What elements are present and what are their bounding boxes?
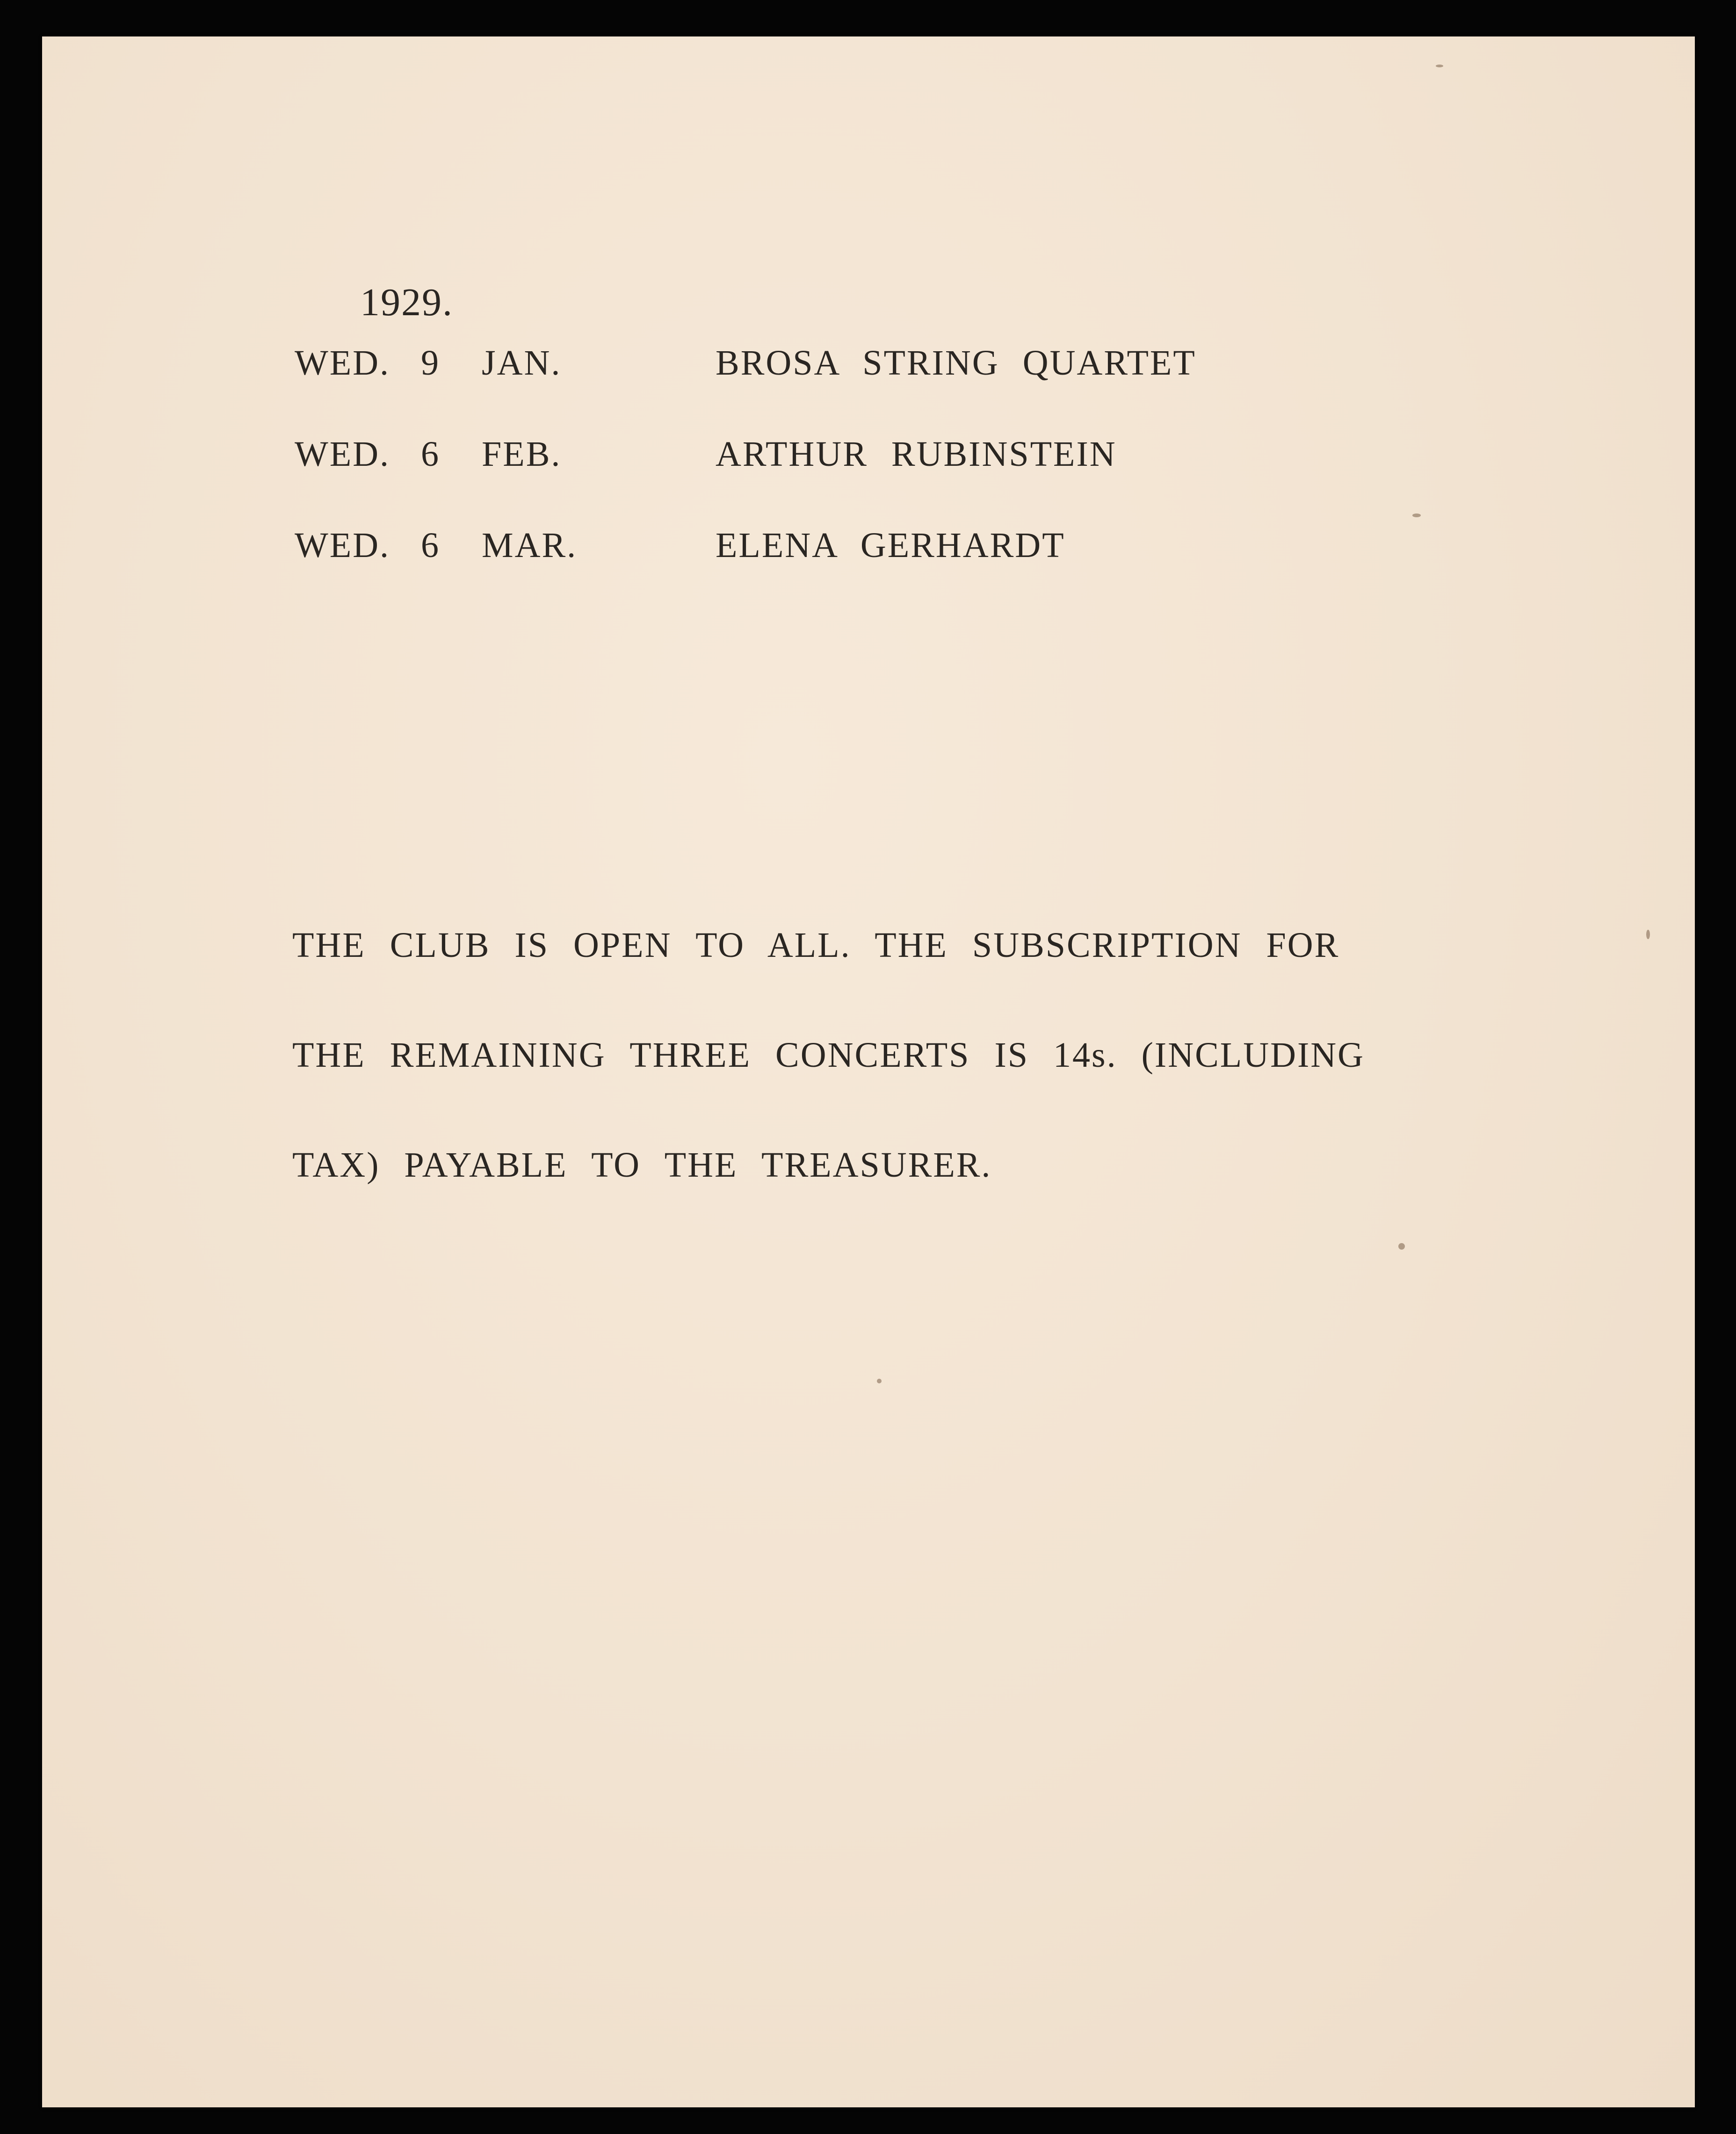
event-performer: ARTHUR RUBINSTEIN <box>716 434 1117 474</box>
event-day: WED. <box>295 434 391 474</box>
event-month: FEB. <box>482 434 562 474</box>
event-date: 6 <box>421 526 440 565</box>
event-month: MAR. <box>482 526 578 565</box>
event-date: 6 <box>421 434 440 474</box>
paper-speck <box>1412 514 1421 517</box>
program-page <box>42 36 1695 2107</box>
event-performer: BROSA STRING QUARTET <box>716 343 1196 383</box>
event-day: WED. <box>295 343 391 383</box>
season-year: 1929. <box>360 281 453 324</box>
paper-speck <box>1398 1243 1405 1250</box>
event-day: WED. <box>295 526 391 565</box>
event-month: JAN. <box>482 343 562 383</box>
paper-speck <box>1436 65 1443 67</box>
event-date: 9 <box>421 343 440 383</box>
notice-line: THE CLUB IS OPEN TO ALL. THE SUBSCRIPTION FOR <box>292 926 1340 965</box>
paper-speck <box>877 1379 882 1383</box>
event-performer: ELENA GERHARDT <box>716 526 1065 565</box>
paper-speck <box>1646 930 1650 939</box>
notice-line: THE REMAINING THREE CONCERTS IS 14s. (INCLUDING <box>292 1035 1365 1075</box>
notice-line: TAX) PAYABLE TO THE TREASURER. <box>292 1145 992 1185</box>
